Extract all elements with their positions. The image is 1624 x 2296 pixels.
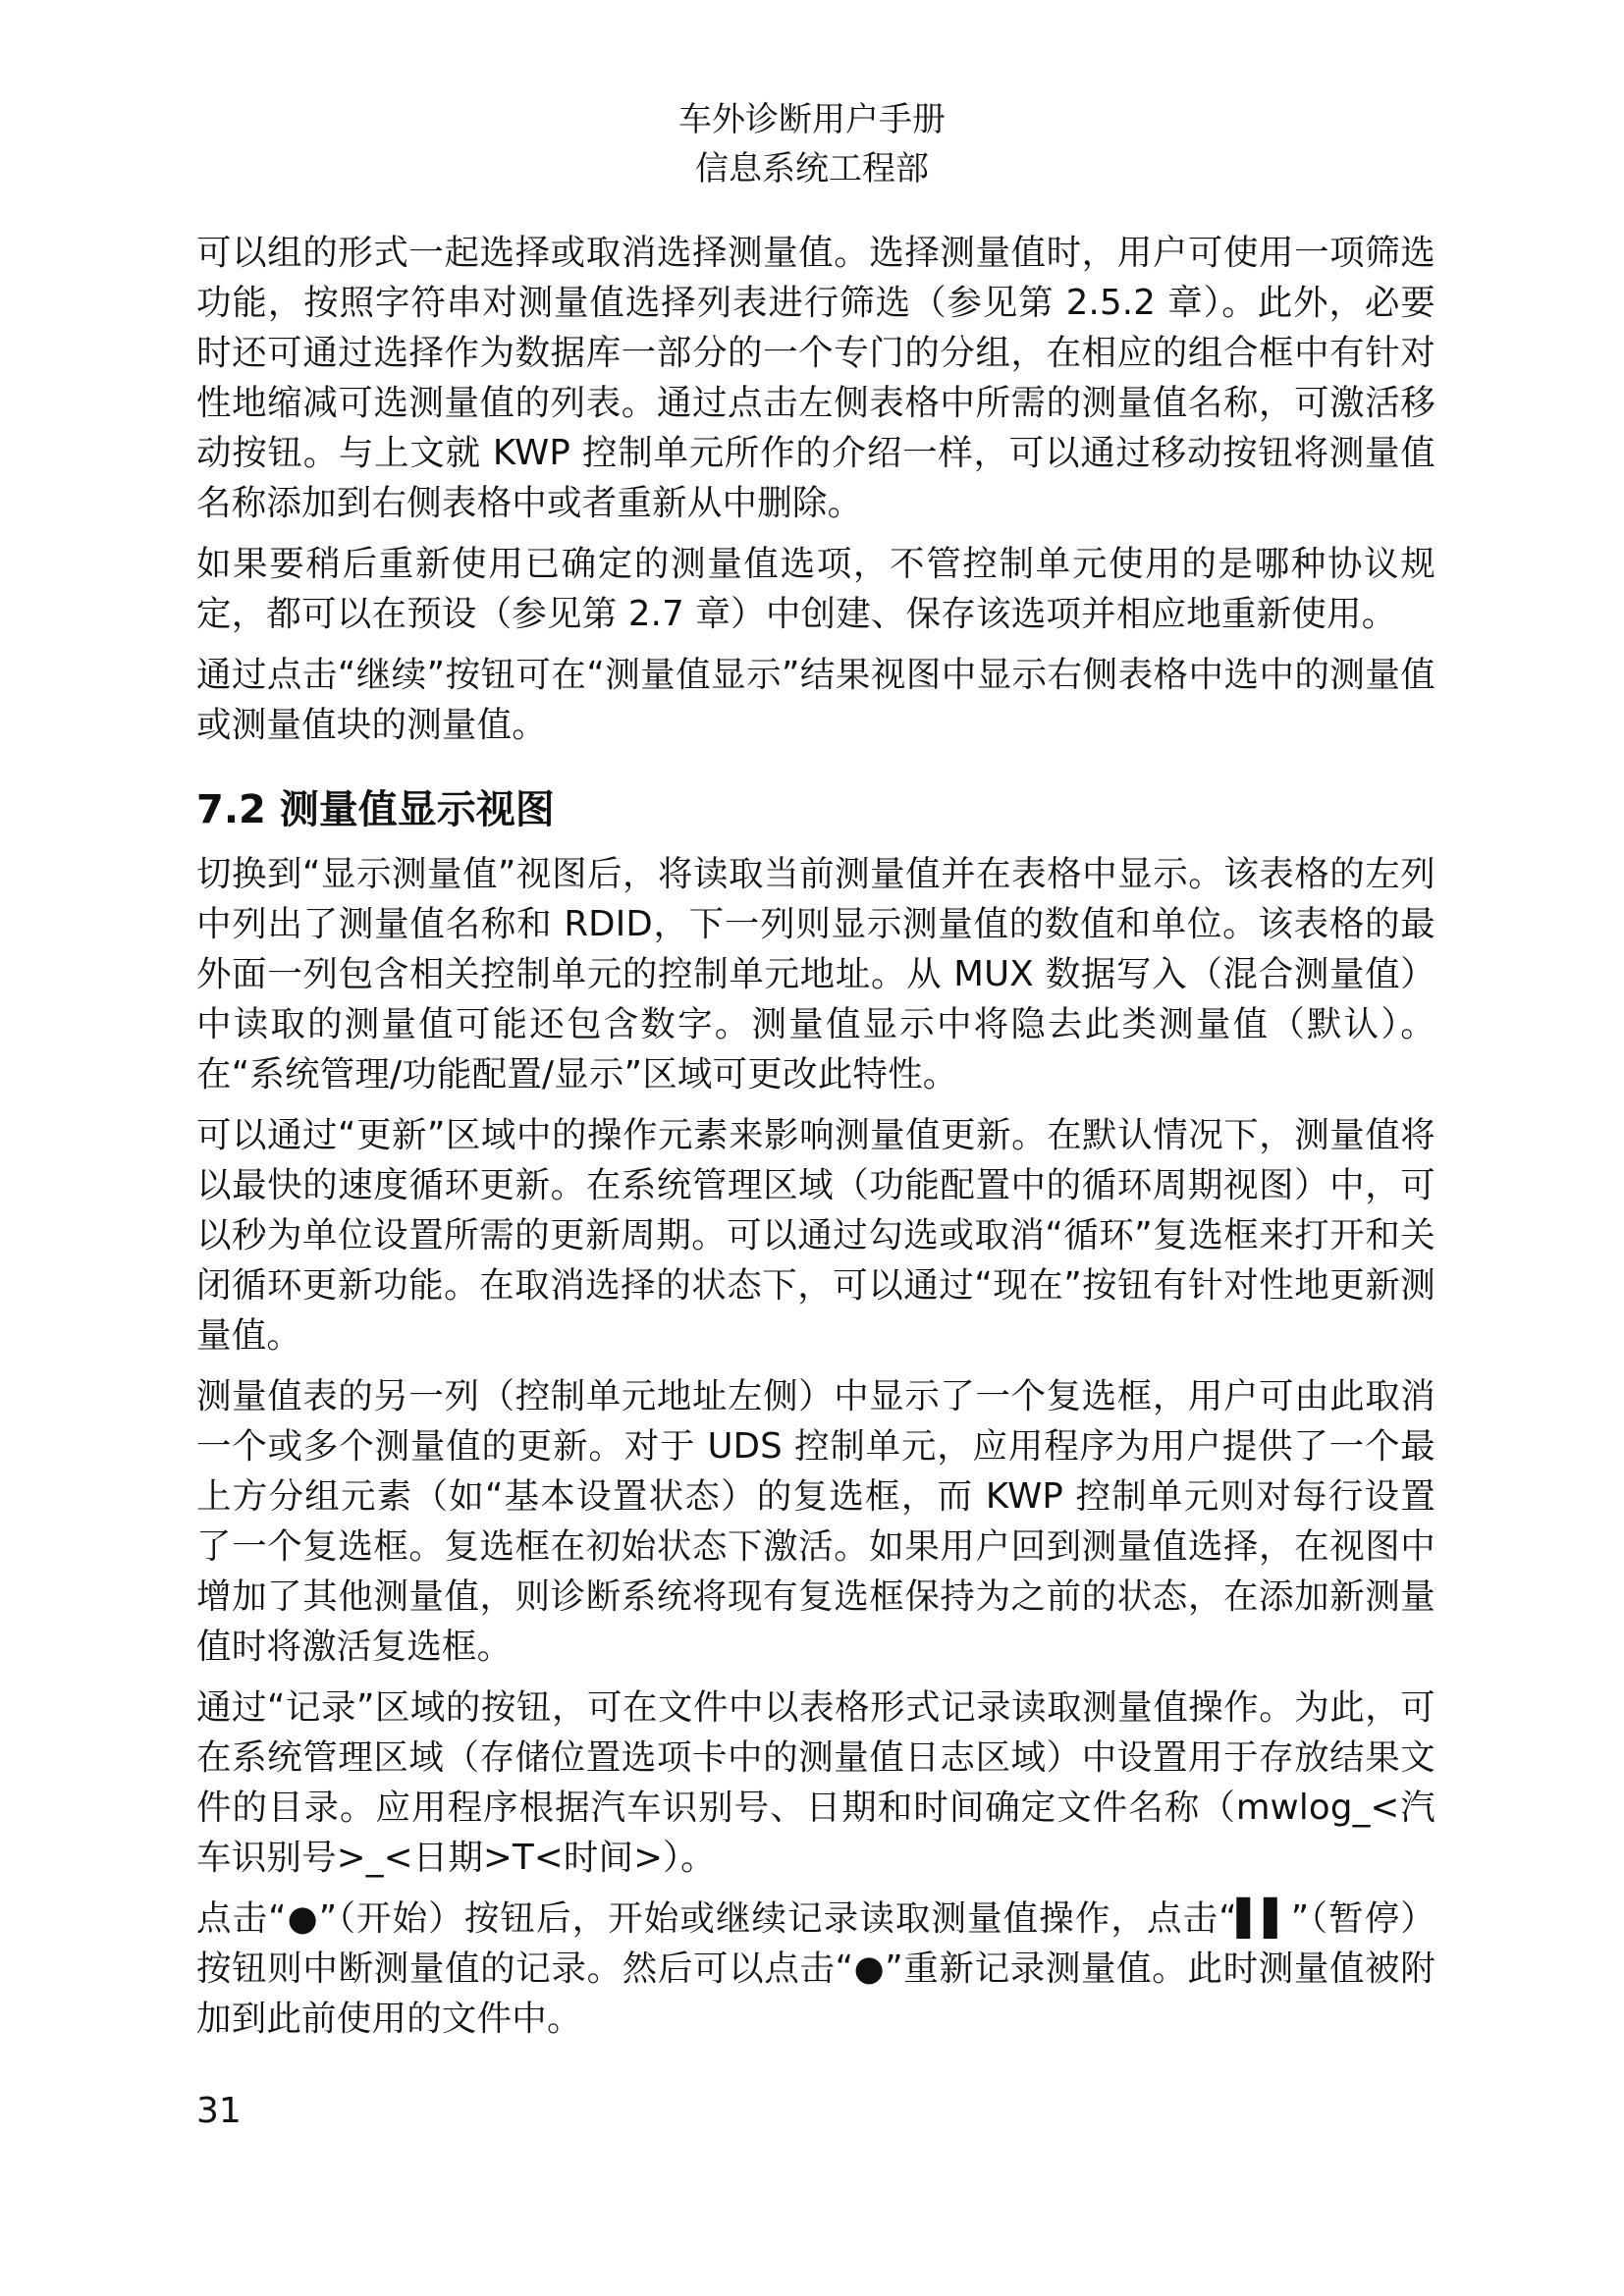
page-number: 31 [196, 2091, 242, 2131]
paragraph-checkbox-column: 测量值表的另一列（控制单元地址左侧）中显示了一个复选框，用户可由此取消一个或多个测量值的更新。对于 UDS 控制单元，应用程序为用户提供了一个最上方分组元素（如“基本设置状态）的复选框，而 KWP 控制单元则对每行设置了一个复选框。复选框在初始状态下激活。如果用户回到测量值选择，在视图中增加了其他测量值，则诊断系统将现有复选框保持为之前的状态，在添加新测量值时将激活复选框。 [196, 1376, 1435, 1667]
body-content [196, 228, 1435, 2055]
section-heading: 7.2 测量值显示视图 [196, 787, 555, 832]
paragraph-record-area: 通过“记录”区域的按钮，可在文件中以表格形式记录读取测量值操作。为此，可在系统管理区域（存储位置选项卡中的测量值日志区域）中设置用于存放结果文件的目录。应用程序根据汽车识别号、日期和时间确定文件名称（mwlog_<汽车识别号>_<日期>T<时间>）。 [196, 1687, 1435, 1878]
paragraph-display-view: 切换到“显示测量值”视图后，将读取当前测量值并在表格中显示。该表格的左列中列出了测量值名称和 RDID，下一列则显示测量值的数值和单位。该表格的最外面一列包含相关控制单元的控制单元地址。从 MUX 数据写入（混合测量值）中读取的测量值可能还包含数字。测量值显示中将隐去此类测量值（默认）。在“系统管理/功能配置/显示”区域可更改此特性。 [196, 854, 1435, 1095]
paragraph-preset-reuse: 如果要稍后重新使用已确定的测量值选项，不管控制单元使用的是哪种协议规定，都可以在预设（参见第 2.7 章）中创建、保存该选项并相应地重新使用。 [196, 544, 1435, 634]
running-header-title: 车外诊断用户手册 [678, 100, 946, 139]
paragraph-update-area: 可以通过“更新”区域中的操作元素来影响测量值更新。在默认情况下，测量值将以最快的速度循环更新。在系统管理区域（功能配置中的循环周期视图）中，可以秒为单位设置所需的更新周期。可以通过勾选或取消“循环”复选框来打开和关闭循环更新功能。在取消选择的状态下，可以通过“现在”按钮有针对性地更新测量值。 [196, 1115, 1435, 1356]
paragraph-record-buttons: 点击“●”（开始）按钮后，开始或继续记录读取测量值操作，点击“▌▌”（暂停）按钮则中断测量值的记录。然后可以点击“●”重新记录测量值。此时测量值被附加到此前使用的文件中。 [196, 1898, 1435, 2039]
paragraph-measurement-selection: 可以组的形式一起选择或取消选择测量值。选择测量值时，用户可使用一项筛选功能，按照字符串对测量值选择列表进行筛选（参见第 2.5.2 章）。此外，必要时还可通过选择作为数据库一部分的一个专门的分组，在相应的组合框中有针对性地缩减可选测量值的列表。通过点击左侧表格中所需的测量值名称，可激活移动按钮。与上文就 KWP 控制单元所作的介绍一样，可以通过移动按钮将测量值名称添加到右侧表格中或者重新从中删除。 [196, 233, 1435, 523]
paragraph-continue-button: 通过点击“继续”按钮可在“测量值显示”结果视图中显示右侧表格中选中的测量值或测量值块的测量值。 [196, 655, 1435, 745]
running-header-department: 信息系统工程部 [695, 149, 929, 188]
